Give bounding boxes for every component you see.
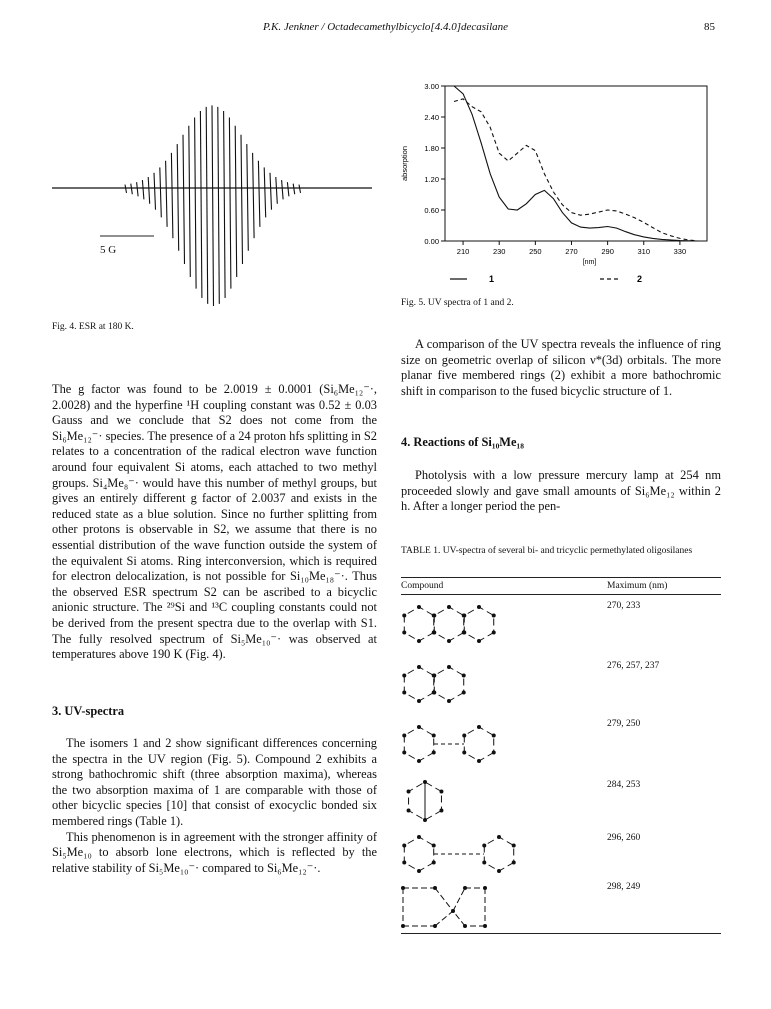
structure-6 (401, 886, 487, 928)
y-tick-label: 2.40 (424, 113, 439, 122)
table-rule-top (401, 577, 721, 578)
esr-line (206, 107, 208, 304)
esr-line (293, 184, 295, 195)
x-tick-label: 310 (637, 247, 651, 256)
uv-spectra-chart (395, 76, 725, 306)
esr-line (212, 105, 214, 306)
esr-line (183, 135, 185, 264)
esr-line (253, 153, 255, 238)
esr-line (247, 144, 249, 251)
structure-5-ring (402, 835, 435, 873)
esr-line (131, 184, 133, 195)
paragraph-esr-discussion: The g factor was found to be 2.0019 ± 0.0001 (Si₆Me₁₂⁻·, 2.0028) and the hyperfine ¹H coupling constant was 0.52 ± 0.03 Gauss and we conclude that S2 does not come from the Si₆Me₁₂⁻· species. The presence of a 24 proton hfs splitting in S2 relates to a concentration of the radical electron wave function around four equivalent Si atoms, each attached to two methyl groups. Si₄Me₈⁻· would have this number of methyl groups, but gives an entirely different g factor of 2.0037 and exists in the reduced state as a blue solution. Since no further splitting from other protons is observable in S2, we assume that there is no essential distribution of the wave function outside the system of the equivalent Si atoms. Ring interconversion, which is required for electron delocalization, is not possible for Si₁₀Me₁₈⁻·. Thus the observed ESR spectrum S2 can be ascribed to a bicyclic anionic structure. The ²⁹Si and ¹³C coupling constants could not be derived from the present spectra due to the overlap with S1. The fully resolved spectrum of Si₅Me₁₀⁻· was observed at temperatures above 190 K (Fig. 4). (52, 382, 377, 662)
table-cell-maxima-2: 276, 257, 237 (607, 661, 660, 671)
esr-line (264, 167, 266, 217)
x-tick-label: 270 (565, 247, 578, 256)
table-cell-maxima-4: 284, 253 (607, 780, 641, 790)
page-number: 85 (704, 21, 715, 33)
fig5-caption: Fig. 5. UV spectra of 1 and 2. (401, 298, 514, 308)
table-cell-maxima-5: 296, 260 (607, 833, 641, 843)
x-tick-label: 210 (456, 247, 470, 256)
structure-3-ring (402, 725, 435, 763)
y-tick-label: 1.20 (424, 175, 439, 184)
left-column-text-2 (52, 736, 377, 876)
paragraph-uv-isomers: The isomers 1 and 2 show significant differences concerning the spectra in the UV region (Fig. 5). Compound 2 exhibits a strong bathochromic shift (three absorption maxima), whereas the two absorption maxima of 1 are comparable with those of other bicyclic species [10] that consist of exocyclic bonded six membered rings (Table 1). (52, 736, 377, 828)
table-header-maximum: Maximum (nm) (607, 581, 668, 591)
table-cell-maxima-1: 270, 233 (607, 601, 641, 611)
y-tick-label: 3.00 (424, 82, 439, 91)
section-heading-reactions: 4. Reactions of Si₁₀Me₁₈ (401, 435, 524, 449)
running-header: P.K. Jenkner / Octadecamethylbicyclo[4.4.0]decasilane (262, 21, 509, 33)
x-tick-label: 250 (529, 247, 542, 256)
structure-1-ring (402, 605, 435, 643)
esr-line (137, 182, 139, 196)
scale-bar-label: 5 G (100, 244, 117, 256)
esr-line (229, 118, 231, 289)
esr-line (171, 153, 173, 238)
x-tick-label: 330 (673, 247, 687, 256)
table-cell-maxima-6: 298, 249 (607, 882, 641, 892)
esr-line (195, 118, 197, 289)
esr-line (270, 173, 272, 210)
series-1-line (454, 86, 698, 241)
structure-5-ring (482, 835, 515, 873)
esr-spectrum-trace (52, 105, 372, 306)
esr-line (189, 126, 191, 277)
section-heading-uv: 3. UV-spectra (52, 704, 125, 718)
y-tick-label: 0.00 (424, 237, 439, 246)
legend-2-label: 2 (637, 274, 643, 284)
esr-line (200, 111, 202, 298)
x-tick-label: 230 (492, 247, 506, 256)
fig4-caption: Fig. 4. ESR at 180 K. (52, 322, 134, 332)
x-axis-label: [nm] (582, 259, 597, 266)
esr-line (160, 167, 162, 217)
y-tick-label: 1.80 (424, 144, 439, 153)
esr-line (299, 185, 301, 193)
legend-1-label: 1 (489, 274, 495, 284)
esr-line (241, 135, 243, 264)
structure-3-ring (462, 725, 495, 763)
esr-line (154, 173, 156, 210)
esr-line (282, 180, 284, 199)
table-header-compound: Compound (401, 581, 444, 591)
esr-spectrum-figure (52, 70, 442, 320)
x-tick-label: 290 (601, 247, 614, 256)
paragraph-uv-phenomenon: This phenomenon is in agreement with the stronger affinity of Si₅Me₁₀ to absorb lone electrons, which is reflected by the relative stability of Si₅Me₁₀⁻· compared to Si₆Me₁₂⁻·. (52, 829, 377, 875)
series-2-line (454, 99, 698, 241)
y-axis-label: absorption (400, 145, 409, 182)
esr-line (218, 107, 220, 304)
structure-2-ring (402, 665, 435, 703)
left-column-text (52, 382, 377, 663)
table-cell-maxima-3: 279, 250 (607, 719, 641, 729)
esr-line (166, 161, 168, 227)
plot-frame (445, 86, 707, 241)
structure-1-ring (432, 605, 465, 643)
table-structures (395, 596, 605, 936)
table-rule-header (401, 594, 721, 595)
esr-line (224, 111, 226, 298)
table1-caption: TABLE 1. UV-spectra of several bi- and tricyclic permethylated oligosilanes (401, 546, 693, 556)
esr-line (125, 185, 127, 193)
esr-line (276, 177, 278, 204)
y-tick-label: 0.60 (424, 206, 439, 215)
paragraph-photolysis: Photolysis with a low pressure mercury lamp at 254 nm proceeded slowly and gave small amounts of Si₆Me₁₂ within 2 h. After a longer period the pen- (401, 468, 721, 514)
structure-1-ring (462, 605, 495, 643)
structure-2-ring (432, 665, 465, 703)
paragraph-uv-comparison: A comparison of the UV spectra reveals the influence of ring size on geometric overlap of silicon ν*(3d) orbitals. The more planar five membered rings (2) exhibit a more bathochromic shift in comparison to the fused bicyclic structure of 1. (401, 337, 721, 398)
esr-line (258, 161, 260, 227)
esr-line (142, 180, 144, 199)
esr-line (148, 177, 150, 204)
esr-line (235, 126, 237, 277)
right-column-text-2 (401, 468, 721, 515)
esr-line (177, 144, 179, 251)
esr-line (287, 182, 289, 196)
right-column-text (401, 337, 721, 399)
